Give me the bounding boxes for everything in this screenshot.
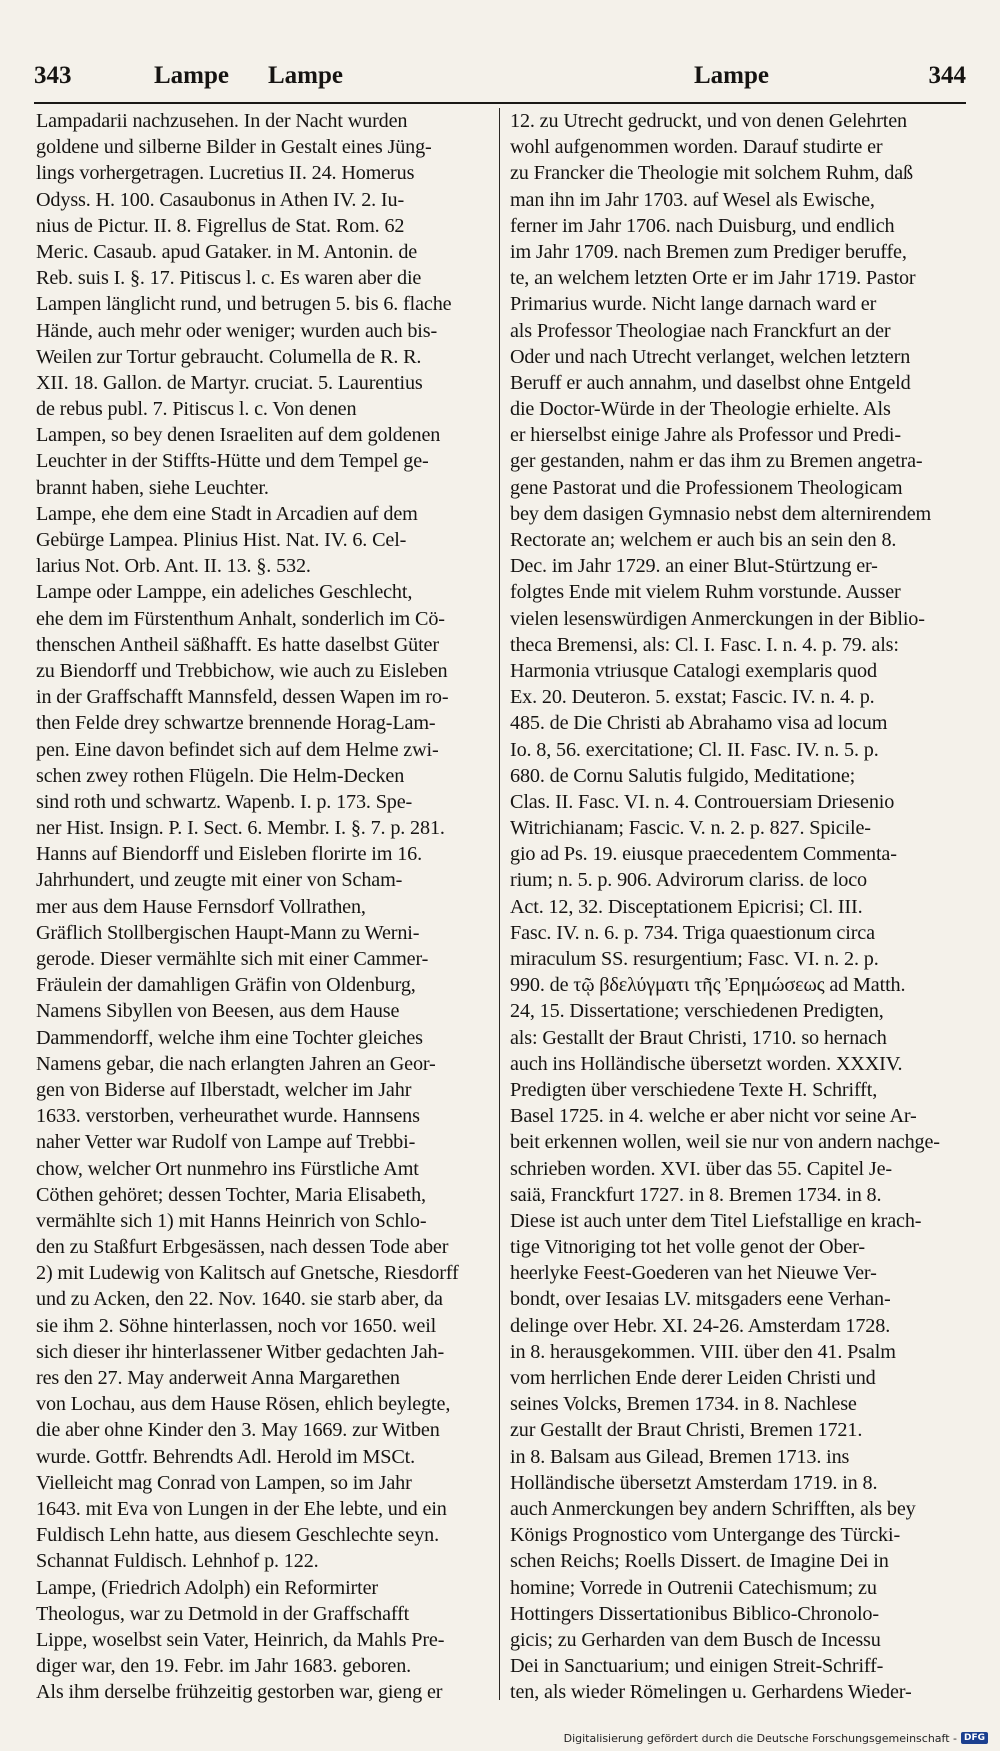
text-line: goldene und silberne Bilder in Gestalt eines Jüng- — [36, 136, 432, 159]
text-line: Vielleicht mag Conrad von Lampen, so im Jahr — [36, 1471, 412, 1494]
text-line: schen zwey rothen Flügeln. Die Helm-Decken — [36, 764, 405, 787]
text-line: zu Francker die Theologie mit solchem Ruhm, daß — [510, 162, 913, 185]
text-line: mer aus dem Hause Fernsdorf Vollrathen, — [36, 895, 366, 918]
text-line: ehe dem im Fürstenthum Anhalt, sonderlich im Cö- — [36, 607, 445, 630]
text-line: 2) mit Ludewig von Kalitsch auf Gnetsche, Riesdorff — [36, 1262, 459, 1285]
text-line: 1633. verstorben, verheurathet wurde. Hannsens — [36, 1105, 420, 1128]
text-line: gio ad Ps. 19. eiusque praecedentem Commenta- — [510, 843, 897, 866]
text-line: Hände, auch mehr oder weniger; wurden auch bis- — [36, 319, 438, 342]
text-line: Gräflich Stollbergischen Haupt-Mann zu Werni- — [36, 921, 420, 944]
text-line: die Doctor-Würde in der Theologie erhielte. Als — [510, 398, 891, 421]
text-line: sie ihm 2. Söhne hinterlassen, noch vor 1650. weil — [36, 1314, 437, 1337]
text-line: Clas. II. Fasc. VI. n. 4. Controuersiam Driesenio — [510, 790, 895, 813]
text-line: als: Gestallt der Braut Christi, 1710. so hernach — [510, 1026, 887, 1049]
text-line: Diese ist auch unter dem Titel Liefstallige en krach- — [510, 1209, 922, 1232]
text-line: delinge over Hebr. XI. 24-26. Amsterdam 1728. — [510, 1314, 891, 1337]
text-line: Hottingers Dissertationibus Biblico-Chronolo- — [510, 1602, 879, 1625]
text-line: Namens Sibyllen von Beesen, aus dem Hause — [36, 1000, 400, 1023]
text-line: brannt haben, siehe Leuchter. — [36, 476, 269, 499]
page-number-right: 344 — [928, 62, 966, 89]
text-line: Königs Prognostico vom Untergange des Türcki- — [510, 1524, 901, 1547]
text-line: auch ins Holländische übersetzt worden. XXXIV. — [510, 1052, 903, 1075]
text-line: Lampe, ehe dem eine Stadt in Arcadien auf dem — [36, 502, 418, 525]
left-column — [36, 108, 492, 1708]
text-line: Lampadarii nachzusehen. In der Nacht wurden — [36, 110, 408, 132]
text-line: res den 27. May anderweit Anna Margarethen — [36, 1367, 400, 1389]
text-line: von Lochau, aus dem Hause Rösen, ehlich beylegte, — [36, 1393, 451, 1416]
text-line — [36, 1705, 492, 1708]
text-line: Lippe, woselbst sein Vater, Heinrich, da Mahls Pre- — [36, 1628, 445, 1651]
text-line: Cöthen gehöret; dessen Tochter, Maria Elisabeth, — [36, 1183, 426, 1206]
text-line: theca Bremensi, als: Cl. I. Fasc. I. n. 4. p. 79. als: — [510, 633, 899, 656]
text-line: XII. 18. Gallon. de Martyr. cruciat. 5. Laurentius — [36, 371, 423, 394]
text-line: und zu Acken, den 22. Nov. 1640. sie starb aber, da — [36, 1288, 443, 1311]
text-line: tige Vitnoriging tot het volle genot der Ober- — [510, 1236, 865, 1259]
text-line: beit erkennen wollen, weil sie nur von andern nachge- — [510, 1131, 940, 1154]
text-line: Rectorate an; welchem er auch bis an sein den 8. — [510, 529, 897, 551]
dfg-logo-icon: DFG — [961, 1732, 988, 1744]
text-line: in der Graffschafft Mannsfeld, dessen Wapen im ro- — [36, 686, 449, 709]
text-line: 680. de Cornu Salutis fulgido, Meditatione; — [510, 764, 856, 787]
text-line: Theologus, war zu Detmold in der Graffschafft — [36, 1602, 410, 1625]
text-line: Schannat Fuldisch. Lehnhof p. 122. — [36, 1550, 319, 1573]
text-line: bey dem dasigen Gymnasio nebst dem alternirendem — [510, 502, 932, 525]
text-line: Odyss. H. 100. Casaubonus in Athen IV. 2. Iu- — [36, 188, 405, 211]
text-line: Namens gebar, die nach erlangten Jahren an Geor- — [36, 1052, 436, 1075]
text-line: auch Anmerckungen bey andern Schrifften, als bey — [510, 1497, 916, 1520]
text-line — [510, 1705, 966, 1708]
text-line: Dammendorff, welche ihm eine Tochter gleiches — [36, 1026, 423, 1049]
text-line: Io. 8, 56. exercitatione; Cl. II. Fasc. IV. n. 5. p. — [510, 738, 879, 761]
text-line: 12. zu Utrecht gedruckt, und von denen Gelehrten — [510, 110, 907, 132]
digitization-footer — [564, 1729, 988, 1747]
text-line: rium; n. 5. p. 906. Advirorum clariss. de loco — [510, 869, 867, 892]
text-line: Beruff er auch annahm, und daselbst ohne Entgeld — [510, 371, 911, 394]
text-line: sind roth und schwartz. Wapenb. I. p. 173. Spe- — [36, 790, 413, 813]
text-line: folgtes Ende mit vielem Ruhm vorstunde. Ausser — [510, 581, 901, 604]
text-line: then Felde drey schwartze brennende Horag-Lam- — [36, 712, 436, 735]
text-line: ner Hist. Insign. P. I. Sect. 6. Membr. I. §. 7. p. 281. — [36, 817, 445, 840]
column-divider — [499, 108, 500, 1700]
text-line: in 8. Balsam aus Gilead, Bremen 1713. ins — [510, 1445, 850, 1468]
text-line: Lampen länglicht rund, und betrugen 5. bis 6. flache — [36, 293, 452, 316]
text-line: lings vorhergetragen. Lucretius II. 24. Homerus — [36, 162, 415, 185]
text-line: zur Gestallt der Braut Christi, Bremen 1721. — [510, 1419, 863, 1442]
text-line: sich dieser ihr hinterlassener Witber gedachten Jah- — [36, 1340, 445, 1363]
header-word-left: Lampe — [154, 62, 229, 89]
text-line: als Professor Theologiae nach Franckfurt an der — [510, 319, 891, 342]
text-line: nius de Pictur. II. 8. Figrellus de Stat. Rom. 62 — [36, 214, 405, 237]
text-line: Oder und nach Utrecht verlanget, welchen letztern — [510, 345, 911, 368]
text-line: Weilen zur Tortur gebraucht. Columella de R. R. — [36, 345, 422, 368]
text-line: schrieben worden. XVI. über das 55. Capitel Je- — [510, 1157, 893, 1180]
text-line: Gebürge Lampea. Plinius Hist. Nat. IV. 6. Cel- — [36, 529, 407, 551]
text-line: miraculum SS. resurgentium; Fasc. VI. n. 2. p. — [510, 948, 879, 970]
text-line: in 8. herausgekommen. VIII. über den 41. Psalm — [510, 1340, 896, 1363]
text-line: homine; Vorrede in Outrenii Catechismum; zu — [510, 1576, 877, 1599]
running-header — [34, 62, 966, 96]
text-line: Holländische übersetzt Amsterdam 1719. in 8. — [510, 1471, 878, 1494]
text-line: 1643. mit Eva von Lungen in der Ehe lebte, und ein — [36, 1497, 447, 1520]
text-line: gen von Biderse auf Ilberstadt, welcher im Jahr — [36, 1078, 412, 1101]
text-line: Fuldisch Lehn hatte, aus diesem Geschlechte seyn. — [36, 1524, 440, 1547]
text-line: man ihn im Jahr 1703. auf Wesel als Ewische, — [510, 188, 875, 211]
text-line: gene Pastorat und die Professionem Theologicam — [510, 476, 903, 499]
text-line: larius Not. Orb. Ant. II. 13. §. 532. — [36, 555, 311, 578]
right-column — [510, 108, 966, 1708]
text-line: Harmonia vtriusque Catalogi exemplaris quod — [510, 659, 877, 682]
text-line: vermählte sich 1) mit Hanns Heinrich von Schlo- — [36, 1209, 427, 1232]
text-line: Als ihm derselbe frühzeitig gestorben war, gieng er — [36, 1681, 443, 1704]
header-rule — [34, 102, 966, 104]
text-line: Lampen, so bey denen Israeliten auf dem goldenen — [36, 424, 441, 447]
text-line: saiä, Franckfurt 1727. in 8. Bremen 1734. in 8. — [510, 1183, 882, 1206]
text-line: Lampe oder Lamppe, ein adeliches Geschlecht, — [36, 581, 413, 604]
text-line: zu Biendorff und Trebbichow, wie auch zu Eisleben — [36, 659, 448, 682]
text-line: im Jahr 1709. nach Bremen zum Prediger beruffe, — [510, 240, 907, 263]
text-line: Jahrhundert, und zeugte mit einer von Scham- — [36, 869, 403, 892]
text-line: Ex. 20. Deuteron. 5. exstat; Fascic. IV. n. 4. p. — [510, 686, 875, 709]
text-line: Witrichianam; Fascic. V. n. 2. p. 827. Spicile- — [510, 817, 871, 840]
text-line: Fräulein der damahligen Gräfin von Oldenburg, — [36, 974, 416, 997]
text-line: Hanns auf Biendorff und Eisleben florirte im 16. — [36, 843, 422, 866]
text-line: thenschen Antheil säßhafft. Es hatte daselbst Güter — [36, 633, 439, 656]
page-number-left: 343 — [34, 62, 72, 89]
text-line: ger gestanden, nahm er das ihm zu Bremen angetra- — [510, 450, 923, 473]
text-line: bondt, over Iesaias LV. mitsgaders eene Verhan- — [510, 1288, 891, 1311]
text-line: ferner im Jahr 1706. nach Duisburg, und endlich — [510, 214, 895, 237]
text-line: Fasc. IV. n. 6. p. 734. Triga quaestionum circa — [510, 921, 875, 944]
text-line: seines Volcks, Bremen 1734. in 8. Nachlese — [510, 1393, 857, 1416]
footer-text: Digitalisierung gefördert durch die Deutsche Forschungsgemeinschaft - — [563, 1731, 957, 1745]
text-line: wohl aufgenommen worden. Darauf studirte er — [510, 136, 883, 159]
text-line: Lampe, (Friedrich Adolph) ein Reformirter — [36, 1576, 378, 1599]
text-line: diger war, den 19. Febr. im Jahr 1683. geboren. — [36, 1655, 412, 1678]
text-line: Leuchter in der Stiffts-Hütte und dem Tempel ge- — [36, 450, 429, 473]
text-line: Dei in Sanctuarium; und einigen Streit-Schriff- — [510, 1655, 884, 1678]
text-line: Dec. im Jahr 1729. an einer Blut-Stürtzung er- — [510, 555, 878, 578]
text-line: gicis; zu Gerharden van dem Busch de Incessu — [510, 1628, 881, 1651]
text-line: vielen lesenswürdigen Anmerckungen in der Biblio- — [510, 607, 925, 630]
text-line: 24, 15. Dissertatione; verschiedenen Predigten, — [510, 1000, 884, 1023]
text-line: de rebus publ. 7. Pitiscus l. c. Von denen — [36, 398, 357, 421]
text-line: Reb. suis I. §. 17. Pitiscus l. c. Es waren aber die — [36, 267, 422, 290]
text-line: pen. Eine davon befindet sich auf dem Helme zwi- — [36, 738, 439, 761]
text-line: vom herrlichen Ende derer Leiden Christi und — [510, 1367, 876, 1389]
text-line: Meric. Casaub. apud Gataker. in M. Antonin. de — [36, 240, 418, 263]
text-line: naher Vetter war Rudolf von Lampe auf Trebbi- — [36, 1131, 416, 1154]
text-line: Primarius wurde. Nicht lange darnach ward er — [510, 293, 877, 316]
text-line: wurde. Gottfr. Behrendts Adl. Herold im MSCt. — [36, 1445, 416, 1468]
text-line: 485. de Die Christi ab Abrahamo visa ad locum — [510, 712, 888, 735]
text-line: er hierselbst einige Jahre als Professor und Predi- — [510, 424, 901, 447]
text-line: Predigten über verschiedene Texte H. Schrifft, — [510, 1078, 878, 1101]
text-line: chow, welcher Ort nunmehro ins Fürstliche Amt — [36, 1157, 419, 1180]
text-line: te, an welchem letzten Orte er im Jahr 1719. Pastor — [510, 267, 916, 290]
text-line: ten, als wieder Römelingen u. Gerhardens Wieder- — [510, 1681, 912, 1704]
text-line: Basel 1725. in 4. welche er aber nicht vor seine Ar- — [510, 1105, 917, 1128]
text-line: die aber ohne Kinder den 3. May 1669. zur Witben — [36, 1419, 440, 1442]
text-line: den zu Staßfurt Erbgesässen, nach dessen Tode aber — [36, 1236, 449, 1259]
text-line: gerode. Dieser vermählte sich mit einer Cammer- — [36, 948, 429, 970]
header-word-left-fraktur: Lampe — [268, 62, 343, 89]
header-word-right-fraktur: Lampe — [694, 62, 769, 89]
text-line: 990. de τῷ βδελύγματι τῆς Ἐρημώσεως ad Matth. — [510, 974, 906, 997]
text-line: Act. 12, 32. Disceptationem Epicrisi; Cl. III. — [510, 895, 863, 918]
text-line: heerlyke Feest-Goederen van het Nieuwe Ver- — [510, 1262, 877, 1285]
text-line: schen Reichs; Roells Dissert. de Imagine Dei in — [510, 1550, 889, 1573]
